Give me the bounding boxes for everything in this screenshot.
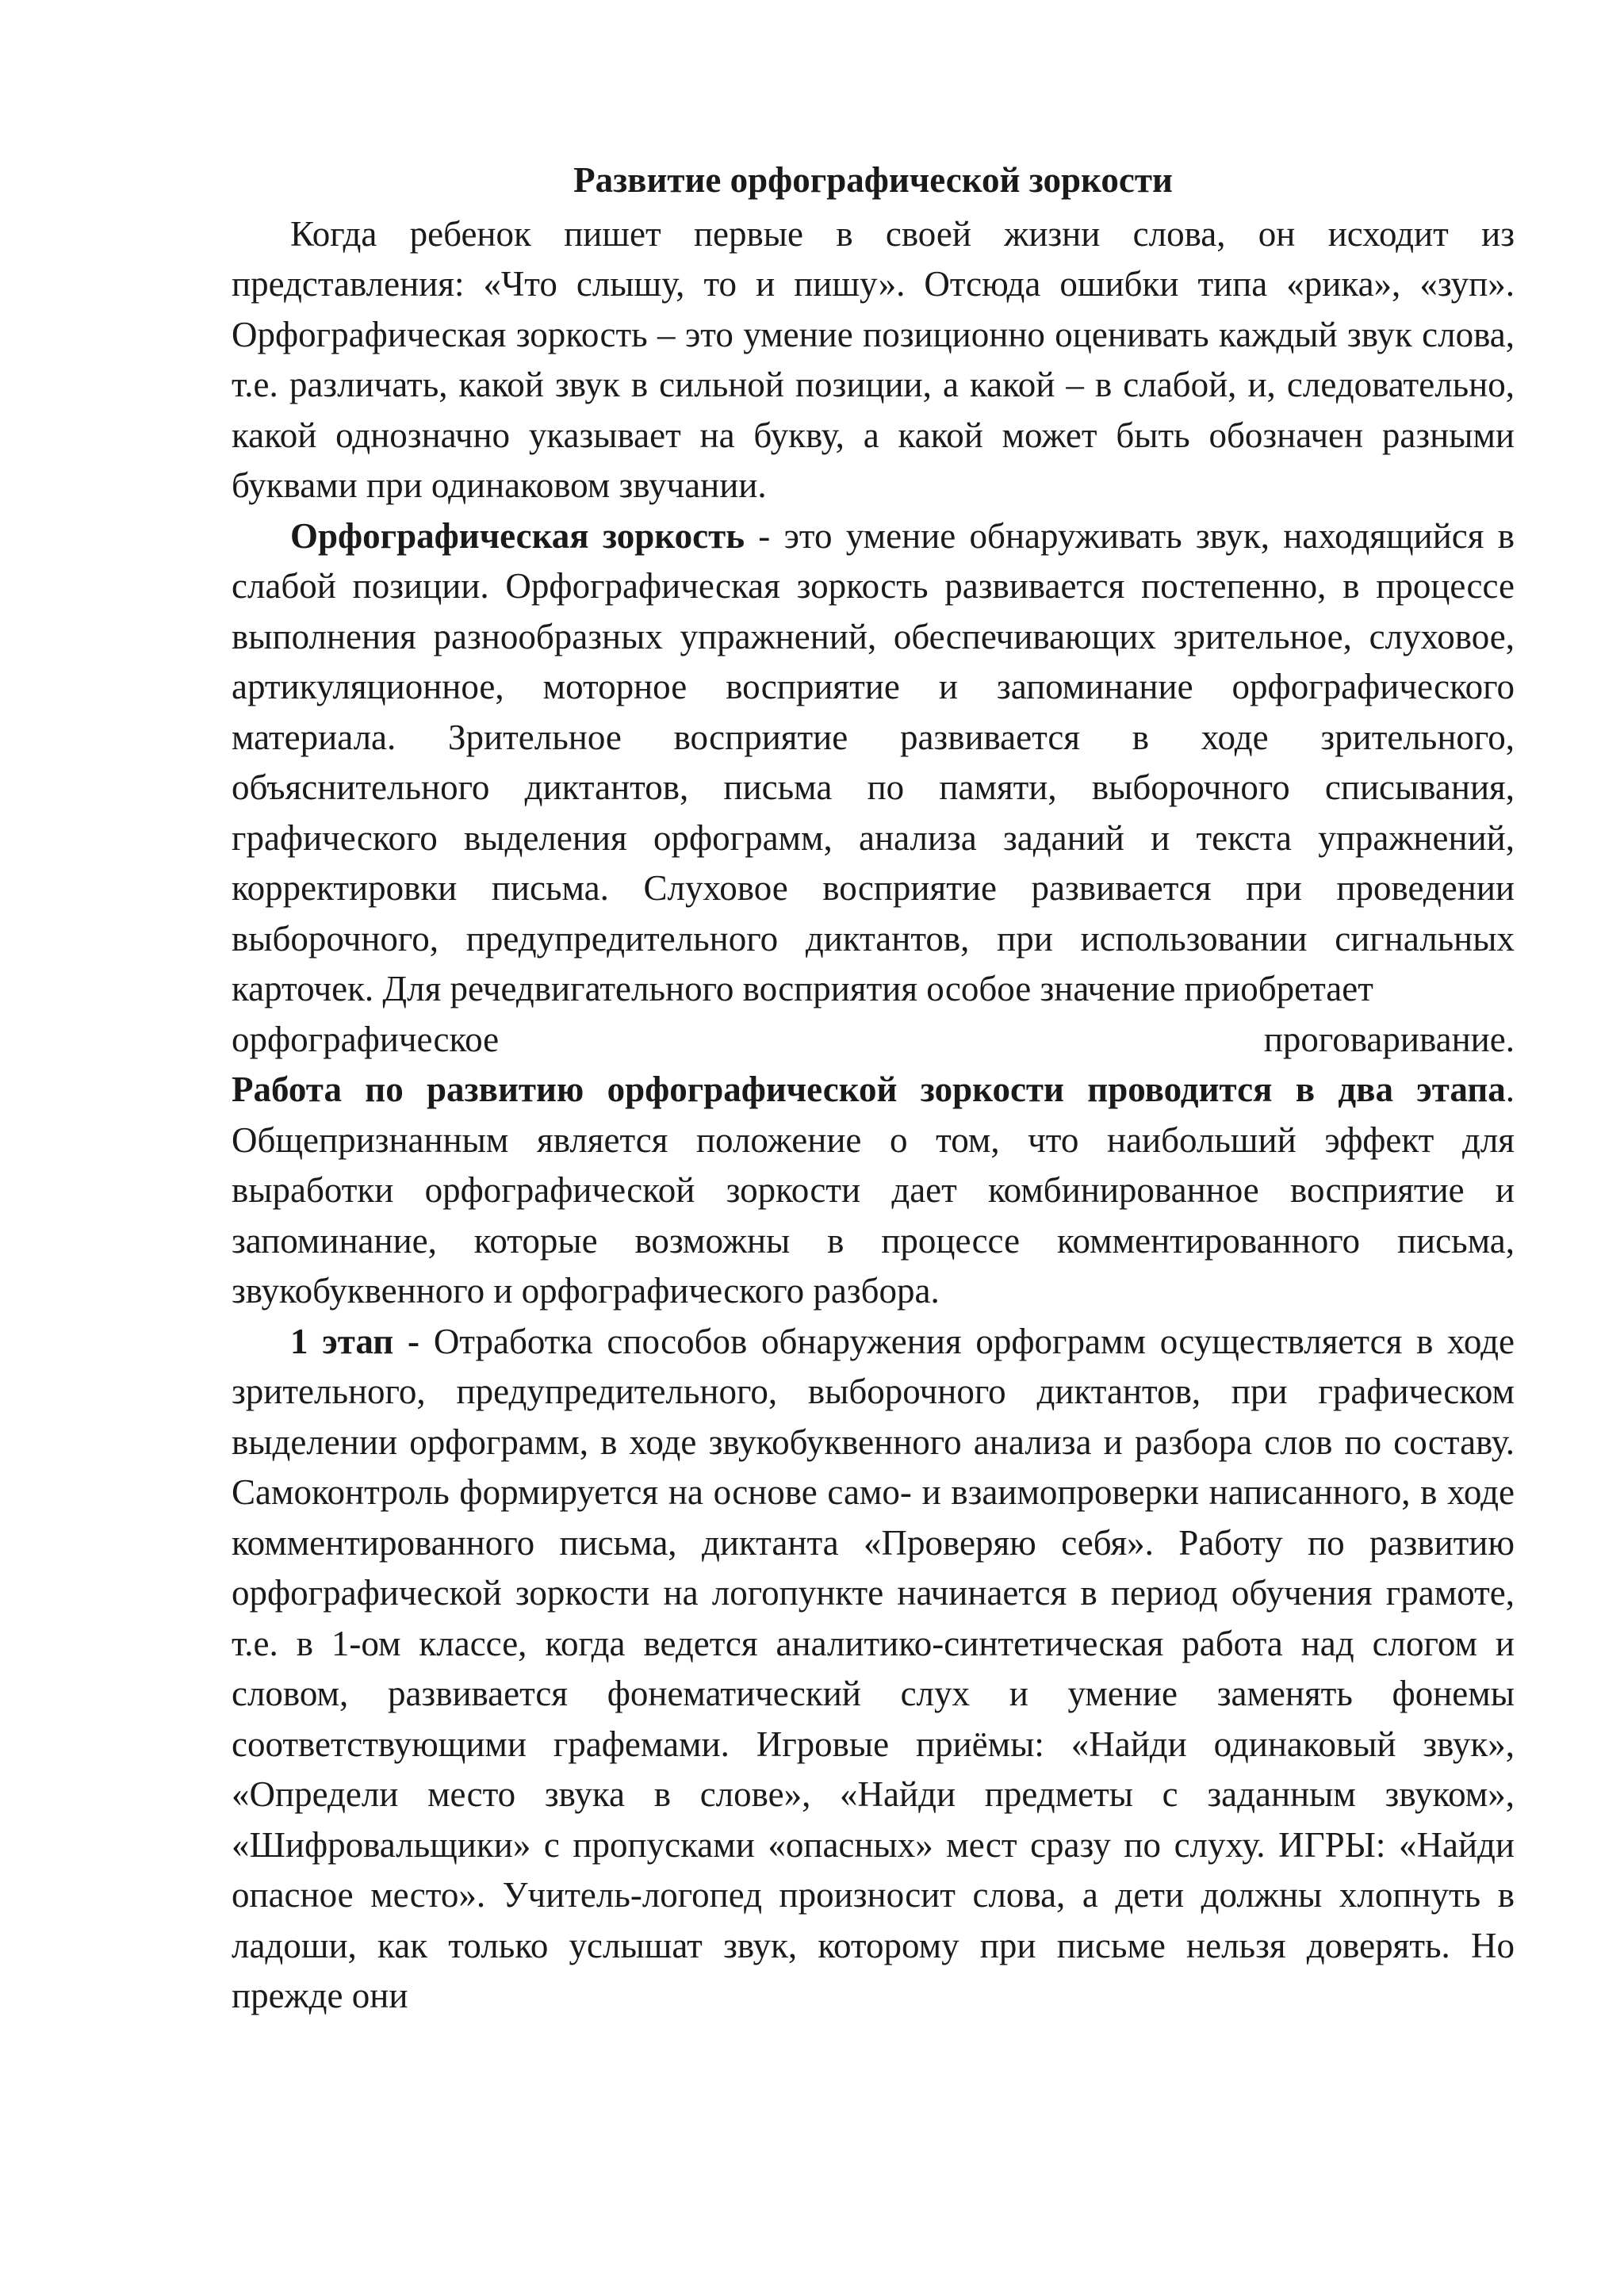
heading-two-stages: Работа по развитию орфографической зоркости проводится в два этапа	[232, 1070, 1506, 1109]
paragraph-definition-last-line	[232, 1015, 1515, 1066]
paragraph-stage-one	[232, 1317, 1515, 2022]
paragraph-intro	[232, 209, 1515, 511]
paragraph-stage-one-text: Отработка способов обнаружения орфограмм осуществляется в ходе зрительного, предупредительного, выборочного диктантов, при графическом выделении орфограмм, в ходе звукобуквенного анализа и разбора слов по составу. Самоконтроль формируется на основе само- и взаимопроверки написанного, в ходе комментированного письма, диктанта «Проверяю себя». Работу по развитию орфографической зоркости на логопункте начинается в период обучения грамоте, т.е. в 1-ом классе, когда ведется аналитико-синтетическая работа над слогом и словом, развивается фонематический слух и умение заменять фонемы соответствующими графемами. Игровые приёмы: «Найди одинаковый звук», «Определи место звука в слове», «Найди предметы с заданным звуком», «Шифровальщики» с пропусками «опасных» мест сразу по слуху. ИГРЫ: «Найди опасное место». Учитель-логопед произносит слова, а дети должны хлопнуть в ладоши, как только услышат звук, которому при письме нельзя доверять. Но прежде они	[232, 1321, 1515, 2015]
paragraph-two-stages-text: . Общепризнанным является положение о том, что наибольший эффект для выработки орфографической зоркости дает комбинированное восприятие и запоминание, которые возможны в процессе комментированного письма, звукобуквенного и орфографического разбора.	[232, 1070, 1515, 1311]
paragraph-intro-text: Когда ребенок пишет первые в своей жизни слова, он исходит из представления: «Что слышу, то и пишу». Отсюда ошибки типа «рика», «зуп». Орфографическая зоркость – это умение позиционно оценивать каждый звук слова, т.е. различать, какой звук в сильной позиции, а какой – в слабой, и, следовательно, какой однозначно указывает на букву, а какой может быть обозначен разными буквами при одинаковом звучании.	[232, 213, 1515, 505]
label-stage-one: 1 этап -	[290, 1321, 420, 1361]
last-line-right-word: проговаривание.	[1263, 1019, 1515, 1059]
paragraph-two-stages	[232, 1065, 1515, 1317]
document-page	[232, 155, 1515, 2022]
term-orthographic-vigilance: Орфографическая зоркость	[290, 515, 745, 556]
paragraph-definition	[232, 511, 1515, 1015]
last-line-left-word: орфографическое	[232, 1019, 500, 1059]
document-title: Развитие орфографической зоркости	[573, 160, 1173, 200]
paragraph-definition-text: - это умение обнаруживать звук, находящийся в слабой позиции. Орфографическая зоркость развивается постепенно, в процессе выполнения разнообразных упражнений, обеспечивающих зрительное, слуховое, артикуляционное, моторное восприятие и запоминание орфографического материала. Зрительное восприятие развивается в ходе зрительного, объяснительного диктантов, письма по памяти, выборочного списывания, графического выделения орфограмм, анализа заданий и текста упражнений, корректировки письма. Слуховое восприятие развивается при проведении выборочного, предупредительного диктантов, при использовании сигнальных карточек. Для речедвигательного восприятия особое значение приобретает	[232, 515, 1515, 1008]
